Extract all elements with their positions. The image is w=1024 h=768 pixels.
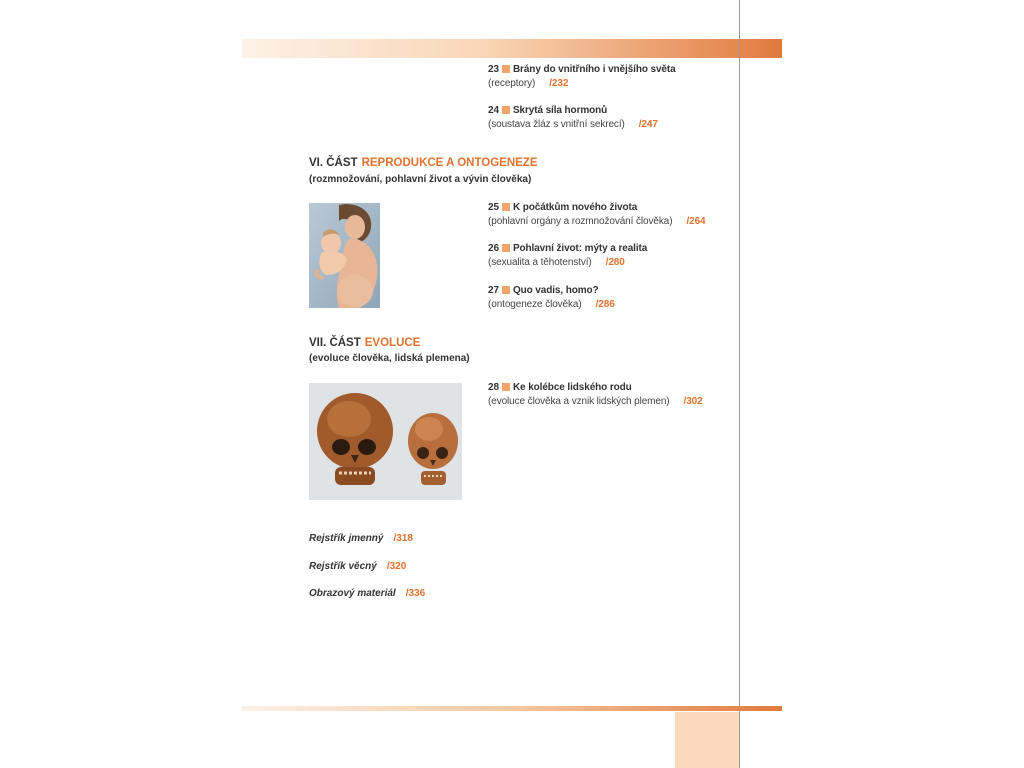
bullet-square-icon xyxy=(502,203,510,211)
section-label: VII. ČÁST xyxy=(309,337,361,349)
entry-title: Brány do vnitřního i vnějšího světa xyxy=(512,64,676,75)
section-subtitle-vi: (rozmnožování, pohlavní život a vývin člověka) xyxy=(309,174,532,185)
index-page: /320 xyxy=(386,561,407,572)
index-label: Rejstřík jmenný xyxy=(309,533,384,544)
entry-subtitle: (soustava žláz s vnitřní sekrecí) xyxy=(488,119,625,130)
entry-number: 25 xyxy=(488,202,499,213)
toc-entry-28[interactable] xyxy=(488,381,703,409)
entry-page: /232 xyxy=(549,78,569,89)
entry-page: /280 xyxy=(605,257,625,268)
page-edge-line xyxy=(739,0,740,768)
index-entry-names[interactable] xyxy=(309,533,413,544)
entry-number: 26 xyxy=(488,243,499,254)
index-entry-images[interactable] xyxy=(309,588,425,599)
entry-number: 24 xyxy=(488,105,499,116)
skulls-photo xyxy=(309,383,462,500)
bullet-square-icon xyxy=(502,286,510,294)
entry-subtitle: (pohlavní orgány a rozmnožování člověka) xyxy=(488,216,673,227)
entry-title: Quo vadis, homo? xyxy=(512,285,599,296)
entry-title: Pohlavní život: mýty a realita xyxy=(512,243,648,254)
section-subtitle-vii: (evoluce člověka, lidská plemena) xyxy=(309,353,470,364)
index-label: Rejstřík věcný xyxy=(309,561,377,572)
toc-entry-23[interactable] xyxy=(488,63,676,91)
toc-entry-24[interactable] xyxy=(488,104,658,132)
top-accent-band xyxy=(242,39,782,58)
entry-page: /247 xyxy=(638,119,658,130)
bullet-square-icon xyxy=(502,106,510,114)
entry-subtitle: (sexualita a těhotenství) xyxy=(488,257,592,268)
corner-block xyxy=(675,712,739,768)
section-title: REPRODUKCE A ONTOGENEZE xyxy=(361,157,538,169)
entry-number: 23 xyxy=(488,64,499,75)
entry-page: /286 xyxy=(595,299,615,310)
entry-subtitle: (receptory) xyxy=(488,78,536,89)
entry-page: /302 xyxy=(683,396,703,407)
entry-number: 27 xyxy=(488,285,499,296)
entry-title: Skrytá síla hormonů xyxy=(512,105,608,116)
bullet-square-icon xyxy=(502,383,510,391)
index-entry-subjects[interactable] xyxy=(309,561,406,572)
toc-entry-26[interactable] xyxy=(488,242,647,270)
section-title: EVOLUCE xyxy=(364,337,421,349)
entry-subtitle: (ontogeneze člověka) xyxy=(488,299,582,310)
toc-entry-27[interactable] xyxy=(488,284,615,312)
entry-title: Ke kolébce lidského rodu xyxy=(512,382,632,393)
bottom-accent-line xyxy=(242,706,782,711)
toc-entry-25[interactable] xyxy=(488,201,706,229)
section-heading-vii xyxy=(309,337,420,349)
mother-child-photo xyxy=(309,203,380,308)
entry-title: K počátkům nového života xyxy=(512,202,638,213)
bullet-square-icon xyxy=(502,65,510,73)
index-page: /318 xyxy=(393,533,413,544)
section-heading-vi xyxy=(309,157,538,169)
entry-subtitle: (evoluce člověka a vznik lidských plemen) xyxy=(488,396,670,407)
section-label: VI. ČÁST xyxy=(309,157,358,169)
index-page: /336 xyxy=(405,588,426,599)
entry-number: 28 xyxy=(488,382,499,393)
bullet-square-icon xyxy=(502,244,510,252)
index-label: Obrazový materiál xyxy=(309,588,396,599)
entry-page: /264 xyxy=(686,216,706,227)
